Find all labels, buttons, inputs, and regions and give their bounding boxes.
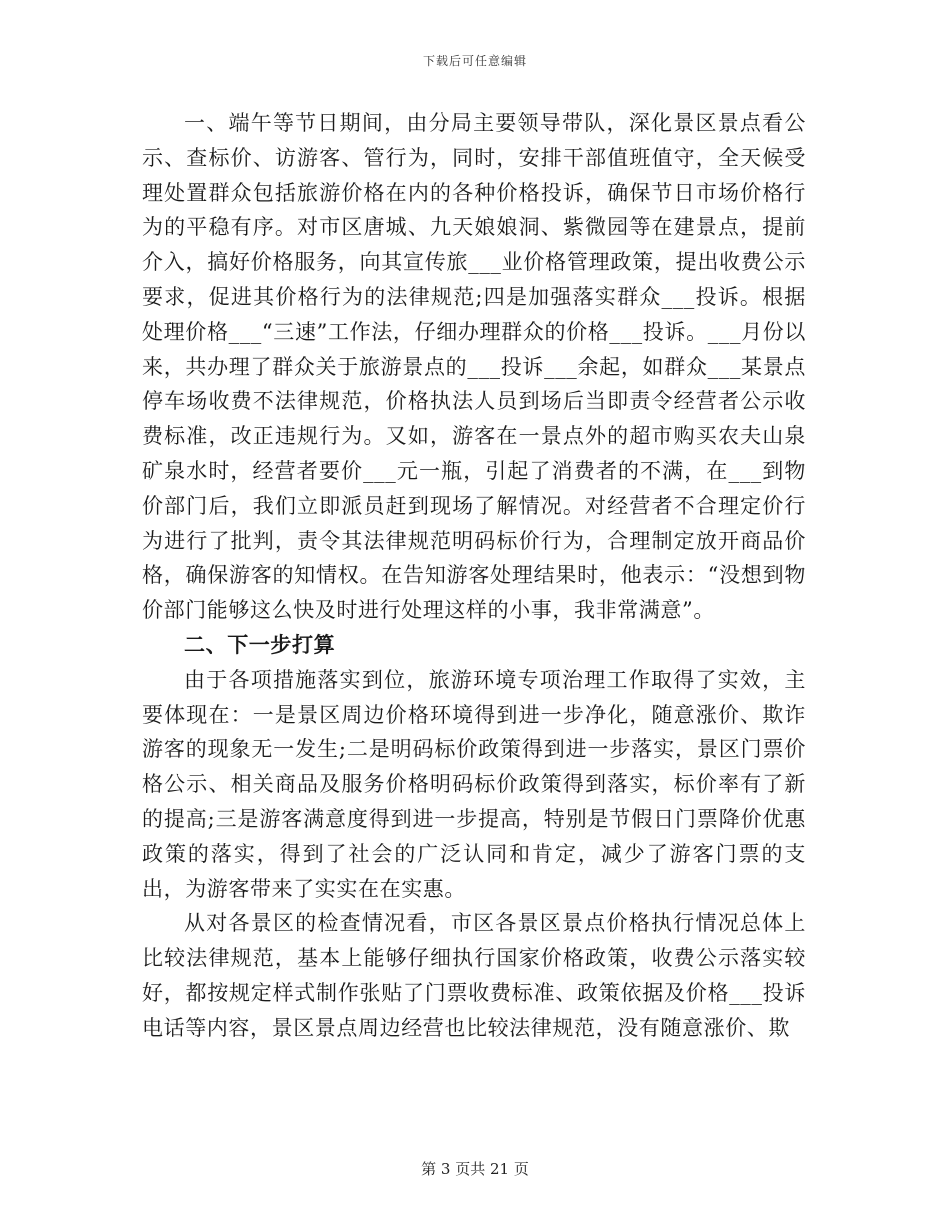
document-body: [142, 106, 806, 1046]
paragraph-section-one: 一、端午等节日期间，由分局主要领导带队，深化景区景点看公示、查标价、访游客、管行为，同时，安排干部值班值守，全天候受理处置群众包括旅游价格在内的各种价格投诉，确保节日市场价格行为的平稳有序。对市区唐城、九天娘娘洞、紫微园等在建景点，提前介入，搞好价格服务，向其宣传旅___业价格管理政策，提出收费公示要求，促进其价格行为的法律规范;四是加强落实群众___投诉。根据处理价格___“三速”工作法，仔细办理群众的价格___投诉。___月份以来，共办理了群众关于旅游景点的___投诉___余起，如群众___某景点停车场收费不法律规范，价格执法人员到场后当即责令经营者公示收费标准，改正违规行为。又如，游客在一景点外的超市购买农夫山泉矿泉水时，经营者要价___元一瓶，引起了消费者的不满，在___到物价部门后，我们立即派员赶到现场了解情况。对经营者不合理定价行为进行了批判，责令其法律规范明码标价行为，合理制定放开商品价格，确保游客的知情权。在告知游客处理结果时，他表示：“没想到物价部门能够这么快及时进行处理这样的小事，我非常满意”。: [142, 111, 806, 623]
section-heading-next-steps: 二、下一步打算: [184, 631, 336, 657]
paragraph-results: 由于各项措施落实到位，旅游环境专项治理工作取得了实效，主要体现在：一是景区周边价格环境得到进一步净化，随意涨价、欺诈游客的现象无一发生;二是明码标价政策得到进一步落实，景区门票价格公示、相关商品及服务价格明码标价政策得到落实，标价率有了新的提高;三是游客满意度得到进一步提高，特别是节假日门票降价优惠政策的落实，得到了社会的广泛认同和肯定，减少了游客门票的支出，为游客带来了实实在在实惠。: [142, 667, 806, 901]
page-number: 第 3 页共 21 页: [421, 1160, 529, 1178]
page-header: 下载后可任意编辑: [422, 54, 527, 68]
paragraph-inspection: 从对各景区的检查情况看，市区各景区景点价格执行情况总体上比较法律规范，基本上能够仔细执行国家价格政策，收费公示落实较好，都按规定样式制作张贴了门票收费标准、政策依据及价格___投诉电话等内容，景区景点周边经营也比较法律规范，没有随意涨价、欺: [142, 911, 806, 1040]
